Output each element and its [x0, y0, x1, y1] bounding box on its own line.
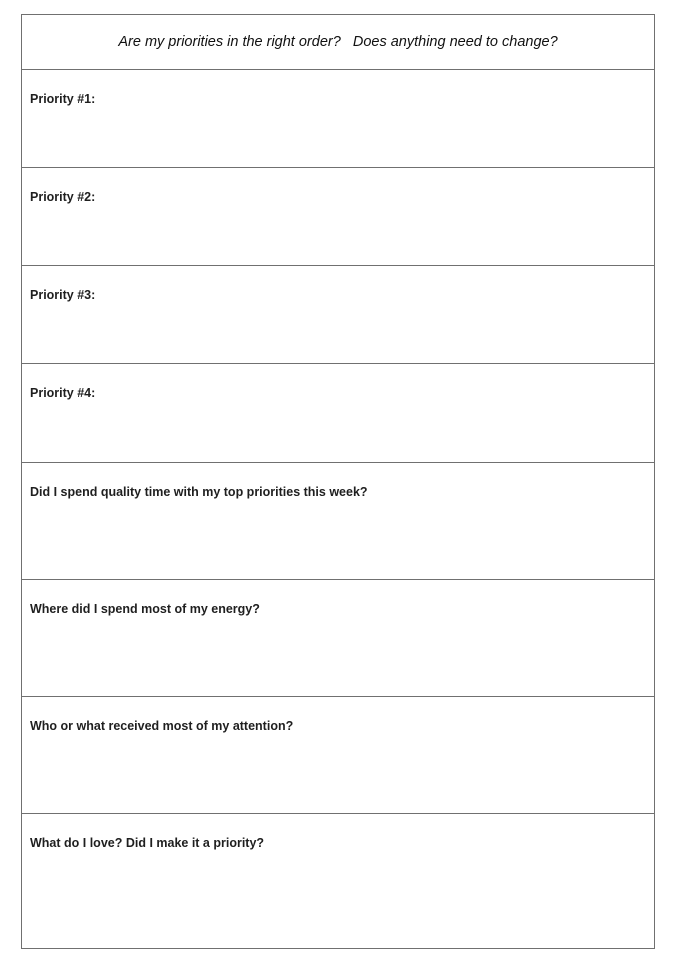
quality-time-question-label: Did I spend quality time with my top priorities this week?	[30, 485, 368, 499]
worksheet-title: Are my priorities in the right order? Does anything need to change?	[118, 34, 558, 50]
priority-1-row[interactable]	[22, 70, 654, 168]
priority-4-row[interactable]	[22, 364, 654, 463]
priority-3-label: Priority #3:	[30, 288, 96, 302]
love-question-label: What do I love? Did I make it a priority?	[30, 836, 265, 850]
love-question-row[interactable]	[22, 814, 654, 948]
priority-3-row[interactable]	[22, 266, 654, 364]
attention-question-label: Who or what received most of my attention?	[30, 719, 294, 733]
worksheet-header	[22, 15, 654, 70]
attention-question-row[interactable]	[22, 697, 654, 814]
energy-question-row[interactable]	[22, 580, 654, 697]
priority-2-row[interactable]	[22, 168, 654, 266]
energy-question-label: Where did I spend most of my energy?	[30, 602, 260, 616]
priority-2-label: Priority #2:	[30, 190, 96, 204]
priorities-worksheet	[21, 14, 655, 949]
priority-1-label: Priority #1:	[30, 92, 96, 106]
priority-4-label: Priority #4:	[30, 386, 96, 400]
quality-time-question-row[interactable]	[22, 463, 654, 580]
